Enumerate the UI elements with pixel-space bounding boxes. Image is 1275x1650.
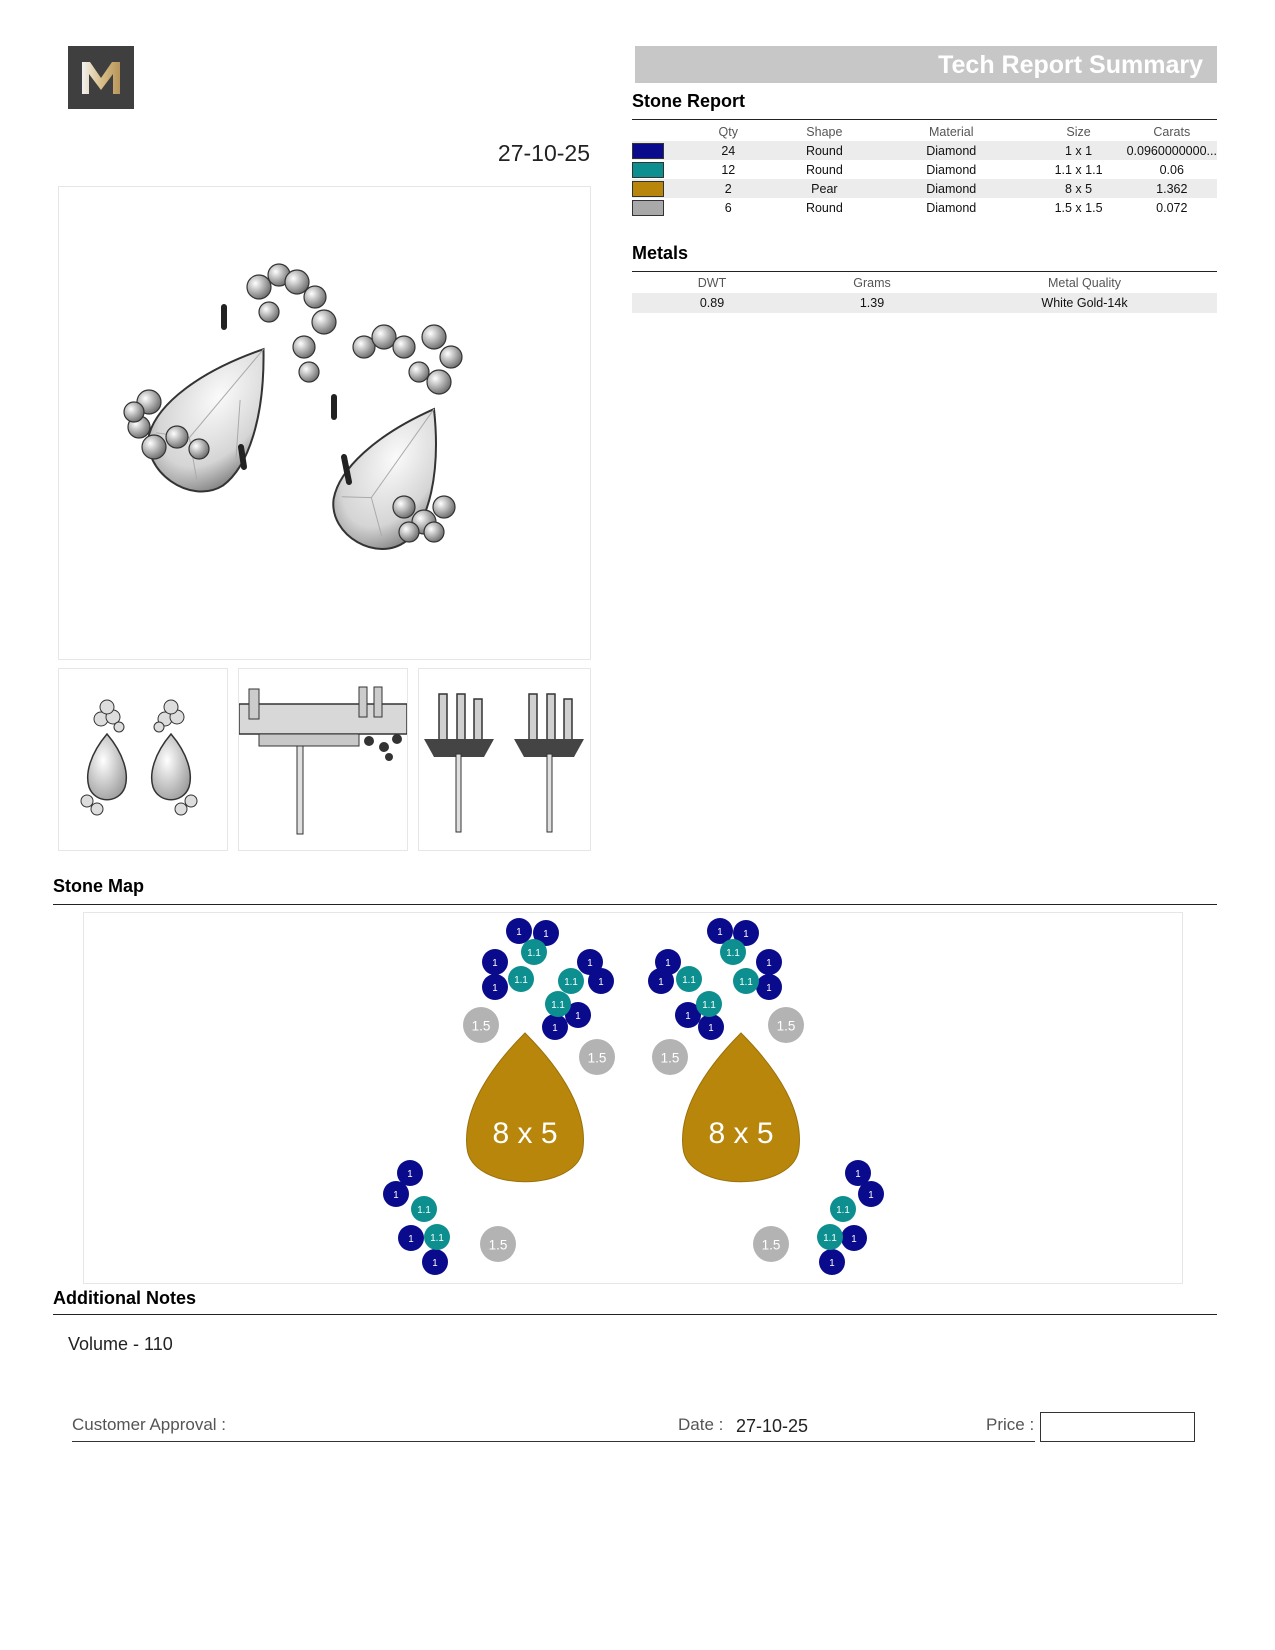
color-swatch — [632, 162, 664, 178]
stone-map-heading: Stone Map — [53, 876, 145, 896]
stone-1-1mm-label: 1.1 — [430, 1232, 444, 1244]
stone-1mm — [398, 1225, 424, 1251]
thumbnail-front-view — [58, 668, 228, 851]
color-swatch — [632, 143, 664, 159]
table-row — [632, 198, 1217, 217]
stone-1-5mm — [768, 1007, 804, 1043]
stone-1mm — [506, 918, 532, 944]
qty-cell: 2 — [680, 179, 777, 198]
approval-date-label: Date : — [678, 1415, 724, 1434]
stone-1mm-label: 1 — [552, 1022, 558, 1034]
stone-table-header — [632, 122, 1217, 141]
stone-1-1mm — [558, 968, 584, 994]
stone-1mm-label: 1 — [407, 1168, 413, 1180]
stone-1-5mm — [753, 1226, 789, 1262]
stone-1mm-label: 1 — [587, 957, 593, 969]
stone-1-1mm-label: 1.1 — [564, 976, 578, 988]
metals-table-header — [632, 273, 1217, 293]
stone-1mm — [542, 1014, 568, 1040]
approval-signature-line[interactable] — [72, 1441, 1035, 1442]
notes-text: Volume - 110 — [68, 1334, 173, 1354]
price-label: Price : — [986, 1415, 1035, 1434]
stone-1-1mm — [733, 968, 759, 994]
brand-logo — [68, 46, 134, 109]
metals-rule — [632, 271, 1217, 272]
stone-1-1mm — [545, 991, 571, 1017]
stone-1mm-label: 1 — [766, 957, 772, 969]
stone-1mm-label: 1 — [543, 928, 549, 940]
stone-1mm — [383, 1181, 409, 1207]
approval-date-value: 27-10-25 — [736, 1416, 809, 1436]
table-row — [632, 179, 1217, 198]
color-swatch — [632, 181, 664, 197]
col-dwt: DWT — [697, 276, 727, 290]
stone-1-5mm — [652, 1039, 688, 1075]
col-grams: Grams — [853, 276, 891, 290]
stone-1-1mm — [696, 991, 722, 1017]
stone-1mm-label: 1 — [685, 1010, 691, 1022]
stone-map-diagram — [83, 912, 1183, 1284]
stone-1mm — [422, 1249, 448, 1275]
table-row — [632, 141, 1217, 160]
stone-1mm-label: 1 — [851, 1233, 857, 1245]
stone-1-5mm — [463, 1007, 499, 1043]
stone-1-1mm-label: 1.1 — [417, 1204, 431, 1216]
stone-1mm — [841, 1225, 867, 1251]
shape-cell: Round — [805, 200, 843, 215]
stone-1-1mm — [508, 966, 534, 992]
stone-1mm-label: 1 — [829, 1257, 835, 1269]
stone-1mm-label: 1 — [658, 976, 664, 988]
stone-1mm — [756, 974, 782, 1000]
stone-1-1mm — [676, 966, 702, 992]
grams-cell: 1.39 — [792, 293, 952, 313]
stone-1-1mm — [720, 939, 746, 965]
stone-1mm-label: 1 — [516, 926, 522, 938]
shape-cell: Pear — [777, 179, 872, 198]
size-cell: 8 x 5 — [1031, 179, 1127, 198]
stone-report-heading: Stone Report — [632, 91, 746, 111]
additional-notes-heading: Additional Notes — [53, 1288, 196, 1308]
stone-1-1mm — [424, 1224, 450, 1250]
header-bar — [635, 46, 1217, 83]
stone-1mm — [588, 968, 614, 994]
stone-1-1mm-label: 1.1 — [836, 1204, 850, 1216]
pear-stone-left — [467, 1033, 584, 1182]
stone-1mm — [482, 949, 508, 975]
stone-1mm — [698, 1014, 724, 1040]
page-title: Tech Report Summary — [938, 51, 1203, 79]
col-size: Size — [1066, 124, 1091, 139]
additional-notes-rule — [53, 1314, 1217, 1315]
table-row — [632, 160, 1217, 179]
stone-1mm — [858, 1181, 884, 1207]
carats-cell: 0.06 — [1159, 162, 1184, 177]
col-qty: Qty — [718, 124, 738, 139]
stone-1-5mm — [579, 1039, 615, 1075]
col-shape: Shape — [806, 124, 843, 139]
pear-stone-right — [683, 1033, 800, 1182]
size-cell: 1.1 x 1.1 — [1054, 162, 1103, 177]
stone-1mm-label: 1 — [393, 1189, 399, 1201]
col-material: Material — [929, 124, 974, 139]
report-date: 27-10-25 — [497, 140, 590, 166]
carats-cell: 0.0960000000... — [1127, 141, 1217, 160]
stone-1-1mm-label: 1.1 — [823, 1232, 837, 1244]
stone-1-1mm — [521, 939, 547, 965]
stone-1-1mm-label: 1.1 — [551, 999, 565, 1011]
carats-cell: 1.362 — [1127, 179, 1217, 198]
stone-1mm — [482, 974, 508, 1000]
pear-stone-left-label: 8 x 5 — [492, 1117, 558, 1150]
stone-1mm-label: 1 — [598, 976, 604, 988]
material-cell: Diamond — [926, 162, 977, 177]
pear-stone-right-label: 8 x 5 — [708, 1117, 774, 1150]
size-cell: 1 x 1 — [1031, 141, 1127, 160]
metals-heading: Metals — [632, 243, 689, 263]
stone-1-5mm-label: 1.5 — [587, 1050, 607, 1066]
stone-1-1mm-label: 1.1 — [682, 974, 696, 986]
stone-1mm-label: 1 — [743, 928, 749, 940]
stone-1-1mm — [411, 1196, 437, 1222]
stone-1-5mm — [480, 1226, 516, 1262]
stone-map-svg — [84, 913, 1182, 1283]
stone-1mm-label: 1 — [492, 982, 498, 994]
stone-1mm — [819, 1249, 845, 1275]
thumbnail-side-view — [238, 668, 408, 851]
stone-1-1mm-label: 1.1 — [702, 999, 716, 1011]
stone-1mm-label: 1 — [855, 1168, 861, 1180]
stone-1mm-label: 1 — [665, 957, 671, 969]
stone-1-5mm-label: 1.5 — [761, 1237, 781, 1253]
stone-1mm-label: 1 — [868, 1189, 874, 1201]
metal-quality-cell: White Gold-14k — [952, 293, 1217, 313]
stone-1-1mm-label: 1.1 — [726, 947, 740, 959]
stone-1mm-label: 1 — [408, 1233, 414, 1245]
material-cell: Diamond — [872, 141, 1031, 160]
stone-map-rule — [53, 904, 1217, 905]
stone-report-rule — [632, 119, 1217, 120]
qty-cell: 24 — [680, 141, 777, 160]
stone-1mm — [756, 949, 782, 975]
table-row — [632, 293, 1217, 313]
carats-cell: 0.072 — [1156, 200, 1188, 215]
thumbnail-back-view — [418, 668, 591, 851]
material-cell: Diamond — [926, 200, 977, 215]
stone-1mm-label: 1 — [575, 1010, 581, 1022]
price-input[interactable] — [1040, 1412, 1195, 1442]
stone-1-5mm-label: 1.5 — [488, 1237, 508, 1253]
stone-1-5mm-label: 1.5 — [660, 1050, 680, 1066]
shape-cell: Round — [805, 162, 843, 177]
stone-1mm — [648, 968, 674, 994]
stone-1-1mm — [830, 1196, 856, 1222]
material-cell: Diamond — [872, 179, 1031, 198]
customer-approval-label: Customer Approval : — [72, 1415, 227, 1434]
stone-1mm-label: 1 — [432, 1257, 438, 1269]
stone-1-1mm — [817, 1224, 843, 1250]
color-swatch — [632, 200, 664, 216]
shape-cell: Round — [777, 141, 872, 160]
main-render-image — [58, 186, 591, 660]
stone-1mm-label: 1 — [766, 982, 772, 994]
stone-1mm-label: 1 — [708, 1022, 714, 1034]
qty-cell: 6 — [724, 200, 732, 215]
metals-table — [632, 273, 1217, 313]
size-cell: 1.5 x 1.5 — [1054, 200, 1103, 215]
qty-cell: 12 — [721, 162, 736, 177]
stone-1mm-label: 1 — [717, 926, 723, 938]
stone-1mm-label: 1 — [492, 957, 498, 969]
stone-1-1mm-label: 1.1 — [514, 974, 528, 986]
stone-report-table — [632, 122, 1217, 217]
col-carats: Carats — [1153, 124, 1191, 139]
stone-1-1mm-label: 1.1 — [527, 947, 541, 959]
stone-1-5mm-label: 1.5 — [471, 1018, 491, 1034]
dwt-cell: 0.89 — [632, 293, 792, 313]
stone-1-1mm-label: 1.1 — [739, 976, 753, 988]
col-metal-quality: Metal Quality — [1048, 276, 1121, 290]
stone-1-5mm-label: 1.5 — [776, 1018, 796, 1034]
